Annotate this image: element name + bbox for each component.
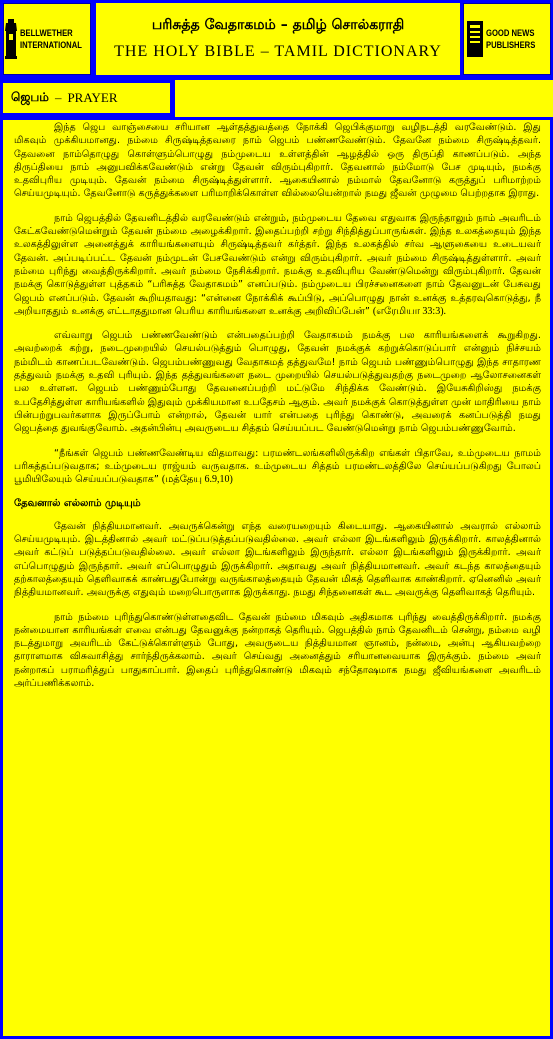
section-title [3,83,170,113]
section-heading: தேவனால் எல்லாம் முடியும் [14,498,141,510]
paragraph [14,212,541,318]
title-english: THE HOLY BIBLE – TAMIL DICTIONARY [114,43,442,60]
paragraph: நாம் நம்மை புரிந்துகொண்டுள்ளதைவிட தேவன் நம்மை மிகவும் அதிகமாக புரிந்து வைத்திருக்கிறார். நமக்கு நன்மையான காரியங்கள் எவை என்பது தேவனுக்கு நன்றாகத் தெரியும். ஜெபத்தில் நாம் தேவனிடம் சென்று, நம்மை வழி நடத்துமாறு அவரிடம் கேட்டுக்கொள்ளும் போது, அவருடைய நித்தியமான ஞானம், நன்மை, அன்பு ஆகியவற்றை தாராளமாக விசுவாசித்து சார்ந்திருக்கலாம். அவர் செய்வது அனைத்தும் சரியானவையாக இருக்கும். நம்மை அவர் நன்றாகப் பராமரித்துப் பாதுகாப்பார். இதைப் புரிந்துகொண்டு மிகவும் சந்தோஷமாக நமது ஜீவியங்களை அவரிடம் அர்ப்பணிக்கலாம். [14,611,541,689]
section-title-tamil: ஜெபம் [11,90,49,104]
good-news-logo [463,3,551,75]
article-body [14,121,541,701]
book-icon [466,19,484,59]
scripture-citation: (எரேமியா 33:3). [372,305,447,317]
bell-tower-icon [4,19,18,59]
paragraph: இந்த ஜெப வாஞ்சையை சரியான ஆள்தத்துவத்தை நோக்கி ஜெபிக்குமாறு வழிநடத்தி வரவேண்டும். இது மிகவும் முக்கியமானது. நம்மை சிருஷ்டித்தவரை நாம் ஜெபம் பண்ணவேண்டும். தேவனே நம்மை சிருஷ்டித்தவர். தேவனை நாம்தொழுது கொள்ளும்பொழுது நம்முடைய உள்ளத்தின் ஆழத்தில் ஒரு திருப்தி காணப்படும். அந்த திருப்தியை நாம் அனுபவிக்கவேண்டும் என்று தேவன் விரும்புகிறார். தேவனால் நம்மோடு பேச முடியும், நமக்கு உதவிபுரிய முடியும். தேவன் நம்மை சிருஷ்டித்துள்ளார். ஆகையினால் நம்மால் தேவனோடு கருத்துப் பரிமாற்றம் செய்யமுடியும். தேவனோடு கருத்துக்களை பரிமாறிக்கொள்ள வில்லையென்றால் நமது ஜீவன் முழுமை பெற்றதாக இராது. [14,122,541,200]
good-news-logo-text: GOOD NEWS PUBLISHERS [486,28,536,50]
scripture-citation: (மத்தேயு 6.9,10) [161,474,233,486]
quote-paragraph [14,447,541,487]
section-tab [0,80,175,117]
bellwether-logo [3,3,91,75]
paragraph: எவ்வாறு ஜெபம் பண்ணவேண்டும் என்பதைப்பற்றி வேதாகமம் நமக்கு பல காரியங்களைக் கூறுகிறது. அவற்றைக் கற்று, நடைமுறையில் செயல்படுத்தும் பொழுது, தேவன் நமக்குக் கற்றுக்கொடுப்பார் என்னும் நிச்சயம் நம்மிடம் காணப்படவேண்டும். ஜெபம்பண்ணுவது வேதாகமத் தத்துவமே! நாம் ஜெபம் பண்ணும்பொழுது இந்த சாதாரண தத்துவம் நமக்கு உதவி புரியும். இந்த தத்துவங்களை நடை முறையில் செயல்படுத்துவதற்கு நடைமுறை ஆலோசனைகள் பல உள்ளன. ஜெபம் பண்ணும்போது தேவனைப்பற்றி மட்டுமே சிந்திக்க வேண்டும். இயேசுகிறிஸ்து நமக்கு உபதேசித்துள்ள காரியங்களில் இதுவும் முக்கியமான உபதேசம் ஆகும். அவர் நமக்குக் கொடுத்துள்ள முன் மாதிரியை நாம் பின்பற்றுபவர்களாக இருப்போம் என்றால், தேவன் யார் என்பதை புரிந்து கொண்டு, அவரைக் கனப்படுத்தி நமது ஜெபத்தை துவங்குவோம். அதன்பின்பு அவருடைய சித்தம் செய்யப்பட வேண்டுமென்று நாம் ஜெபம்பண்ணுவோம். [14,330,541,435]
section-title-separator: – [54,90,62,105]
header-bar [0,0,553,80]
paragraph: தேவன் நித்தியமானவர். அவருக்கென்று எந்த வரையறையும் கிடையாது. ஆகையினால் அவரால் எல்லாம் செய்யமுடியும். இடத்தினால் அவர் மட்டுப்படுத்தப்படுவதில்லை. அவர் எல்லா இடங்களிலும் இருக்கிறார். காலத்தினால் அவர் கட்டுப் படுத்தப்படுவதில்லை. அவர் எல்லா இடங்களிலும் இருந்தார். எல்லா இடங்களிலும் இருக்கிறார். அவர் எப்பொழுதும் இருந்தார். அவர் எப்பொழுதும் இருக்கிறார். அதாவது அவர் நித்தியமானவர். அவர் கடந்த காலத்தையும் தற்காலத்தையும் தெளிவாகக் காண்பதுபோன்று வருங்காலத்தையும் தேவன் மிகத் தெளிவாக காண்கிறார். ஏனெனில் அவர் நித்தியமானவர். அவருக்கு எதுவும் மறைபொருளாக இருக்காது. நமது சிந்தனைகள் கூட அவருக்கு தெளிவாகத் தெரியும். [14,520,541,599]
title-tamil: பரிசுத்த வேதாகமம் – தமிழ் சொல்கராதி [151,17,405,33]
title-banner [96,3,460,75]
bellwether-logo-text: BELLWETHER INTERNATIONAL [20,28,82,50]
section-title-english: PRAYER [67,90,118,105]
quote-text: “நீங்கள் ஜெபம் பண்ணவேண்டிய விதமாவது: பரமண்டலங்களிலிருக்கிற எங்கள் பிதாவே, உம்முடைய நாமம் பரிசுத்தப்படுவதாக; உம்முடைய ராஜ்யம் வருவதாக. உம்முடைய சித்தம் பரமண்டலத்திலே செய்யப்படுகிறது போலப் பூமியிலேயும் செய்யப்படுவதாக” [14,447,541,486]
paragraph-text: நாம் ஜெபத்தில் தேவனிடத்தில் வரவேண்டும் என்றும், நம்முடைய தேவை எதுவாக இருந்தாலும் நாம் அவரிடம் கேட்கவேண்டுமென்றும் தேவன் நம்மை அழைக்கிறார். இதைப்பற்றி சற்று சிந்தித்துப்பாருங்கள். இந்த உலகத்தையும் இந்த உலகத்திலுள்ள அனைத்துக் காரியங்களையும் சிருஷ்டித்தவர் கர்த்தர். இந்த உலகத்தில் சர்வ ஆளுகையை உடையவர் தேவன். அப்படிப்பட்ட தேவன் நம்முடன் பேசவேண்டும் என்று விரும்புகிறார். அவர் நம்மை சிருஷ்டித்துள்ளார். அவர் நம்மை புரிந்து வைத்திருக்கிறார். அவர் நம்மை நேசிக்கிறார். நமக்கு உதவிபுரிய வேண்டுமென்று விரும்புகிறார். தேவன் நமக்கு கொடுத்துள்ள புத்தகம் “பரிசுத்த வேதாகமம்” எனப்படும். நம்முடைய பிரச்சனைகளை நாம் தேவனுடன் பேசுவது ஜெபம் எனப்படும். தேவன் கூறியதாவது: “என்னை நோக்கிக் கூப்பிடு, அப்பொழுது நான் உனக்கு உத்தரவுகொடுத்து, நீ அறியாததும் உனக்கு எட்டாததுமான பெரிய காரியங்களை உனக்கு அறிவிப்பேன்” [14,212,541,317]
